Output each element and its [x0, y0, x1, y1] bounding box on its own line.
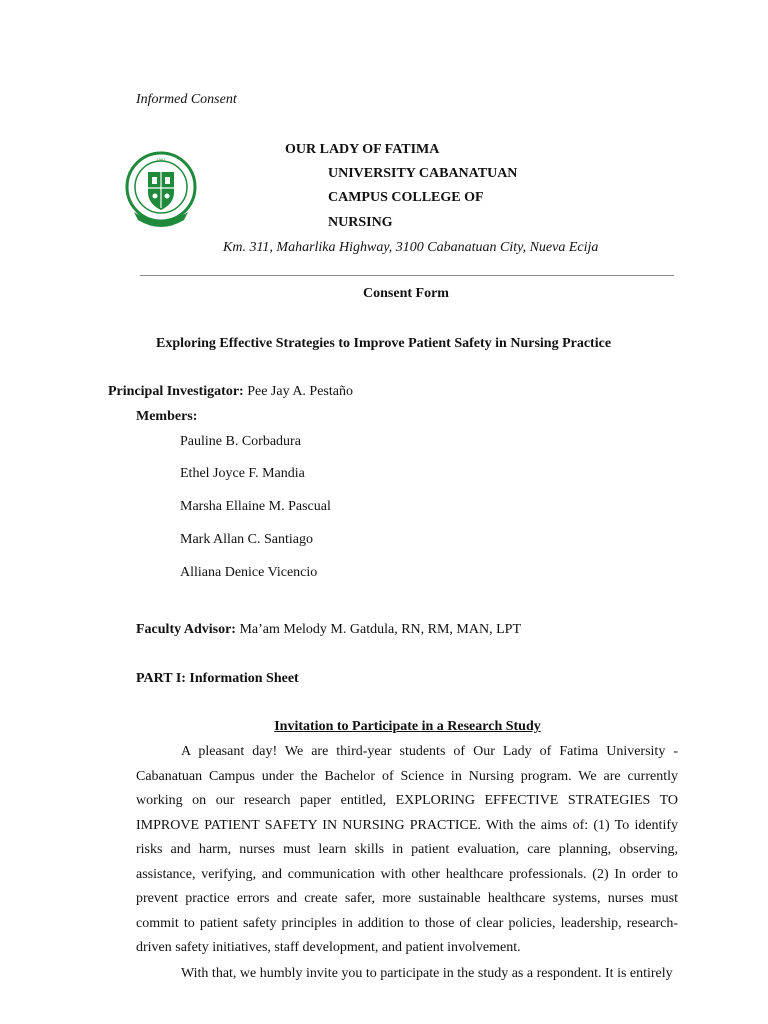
university-name-line-3: CAMPUS COLLEGE OF: [328, 190, 484, 205]
member-name: Pauline B. Corbadura: [180, 434, 301, 449]
university-address: Km. 311, Maharlika Highway, 3100 Cabanatuan City, Nueva Ecija: [223, 240, 599, 255]
university-name-line-2: UNIVERSITY CABANATUAN: [328, 166, 518, 181]
header-divider: [140, 275, 674, 276]
document-header-label: Informed Consent: [136, 92, 237, 107]
members-label: Members:: [136, 409, 198, 424]
university-seal-logo: [124, 150, 198, 232]
university-name-line-1: OUR LADY OF FATIMA: [285, 142, 440, 157]
part-heading: PART I: Information Sheet: [136, 671, 299, 686]
university-name-line-4: NURSING: [328, 215, 393, 230]
body-paragraph: With that, we humbly invite you to participate in the study as a respondent. It is entirely: [181, 966, 673, 981]
seal-year: 1967: [156, 157, 166, 162]
faculty-advisor-label: Faculty Advisor:: [136, 622, 236, 637]
invitation-title: Invitation to Participate in a Research Study: [274, 719, 541, 734]
form-title: Consent Form: [363, 286, 449, 301]
principal-investigator: [108, 384, 353, 400]
member-name: Ethel Joyce F. Mandia: [180, 466, 305, 481]
body-paragraph: A pleasant day! We are third-year students of Our Lady of Fatima University - Cabanatuan Campus under the Bachelor of Science in Nursing program. We are currently working on our research paper entitled, EXPLORING EFFECTIVE STRATEGIES TO IMPROVE PATIENT SAFETY IN NURSING PRACTICE. With the aims of: (1) To identify risks and harm, nurses must learn skills in patient evaluation, care planning, observing, assistance, verifying, and communication with other healthcare professionals. (2) In order to prevent practice errors and create safer, more sustainable healthcare systems, nurses must commit to patient safety principles in addition to those of clear policies, leadership, research-driven safety initiatives, staff development, and patient involvement.: [136, 744, 678, 955]
member-name: Marsha Ellaine M. Pascual: [180, 499, 331, 514]
study-title: Exploring Effective Strategies to Improve Patient Safety in Nursing Practice: [156, 336, 612, 351]
principal-investigator-name: Pee Jay A. Pestaño: [247, 384, 353, 399]
principal-investigator-label: Principal Investigator:: [108, 384, 244, 399]
member-name: Alliana Denice Vicencio: [180, 565, 318, 580]
faculty-advisor: [136, 622, 521, 638]
member-name: Mark Allan C. Santiago: [180, 532, 313, 547]
faculty-advisor-name: Ma’am Melody M. Gatdula, RN, RM, MAN, LPT: [239, 622, 521, 637]
